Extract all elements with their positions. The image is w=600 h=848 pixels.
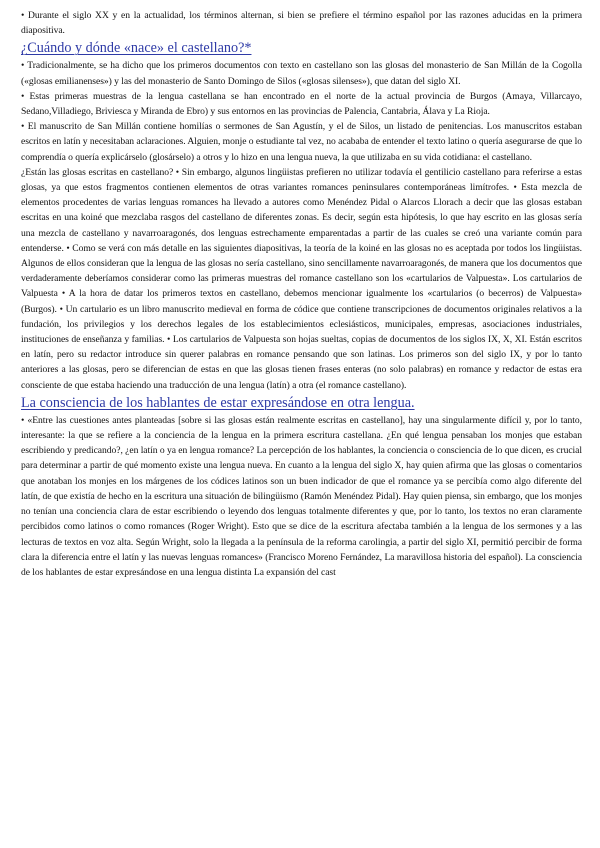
paragraph-san-millan-manuscript: • El manuscrito de San Millán contiene homilías o sermones de San Agustín, y el de Silos, un listado de penitencias. Los manuscritos estaban escritos en latín y necesitaban aclaraciones. Alguien, monje o estudiante tal vez, no acababa de entender el texto latino o quería asegurarse de que lo comprendía o quería explicárselo (glosárselo) a otros y lo hizo en una lengua nueva, la que utilizaba en su vida cotidiana: el castellano. — [21, 121, 582, 163]
paragraph-quote-moreno: • «Entre las cuestiones antes planteadas [sobre si las glosas están realmente escritas en castellano], hay una singularmente difícil y, por lo tanto, interesante: la que se refiere a la conciencia de la lengua en la primera escritura castellana. ¿En qué lengua pensaban los monjes que estaban escribiendo y predicando?, ¿en latín o ya en lengua romance? La percepción de los hablantes, la conciencia o consciencia de lo que dicen, es crucial para determinar a partir de qué momento existe una lengua nueva. En cuanto a la lengua del siglo X, hay quien afirma que las glosas o comentarios que anotaban los monjes en los márgenes de los códices latinos son un buen indicador de que el romance ya se percibía como algo diferente del latín, de que existía de hecho en la escritura una situación de bilingüismo (Ramón Menéndez Pidal). Hay quien piensa, sin embargo, que los monjes no tenían una conciencia clara de estar escribiendo o leyendo dos lenguas totalmente diferentes y que, por lo tanto, los textos no eran claramente percibidos como latinos o como romances (Roger Wright). Esto que se dice de la escritura afectaba también a la lengua de los sermones y a las lecturas de textos en voz alta. Según Wright, solo la llegada a la península de la reforma carolingia, a partir del siglo XI, permitió percibir de forma clara la diferencia entre el latín y las nuevas lenguas romances» (Francisco Moreno Fernández, La maravillosa historia del español). La consciencia de los hablantes de estar expresándose en una lengua distinta La expansión del cast — [21, 414, 582, 578]
heading-when-where: ¿Cuándo y dónde «nace» el castellano?* — [21, 40, 252, 57]
paragraph-glosas-traditional: • Tradicionalmente, se ha dicho que los primeros documentos con texto en castellano son las glosas del monasterio de San Millán de la Cogolla («glosas emilianenses») y las del monasterio de Santo Domingo de Silos («glosas silenses»), que datan del siglo XI. — [21, 60, 582, 87]
paragraph-glosas-castellano: ¿Están las glosas escritas en castellano? • Sin embargo, algunos lingüistas prefieren no utilizar todavía el gentilicio castellano para referirse a estas glosas, ya que estos fragmentos contienen elementos de otras variantes romances peninsulares contemporáneas limítrofes. • Esta mezcla de elementos procedentes de varias lenguas romances ha llevado a autores como Menéndez Pidal o Alarcos Llorach a decir que las glosas estaban escritas en una koiné que mezclaba rasgos del castellano de diferentes zonas. Es decir, según esta hipótesis, lo que hay escrito en las glosas sería una mezcla de castellano y navarroaragonés, dos lenguas estrechamente emparentadas a partir de las cuales se creó una variante común para entenderse. • Como se verá con más detalle en las siguientes diapositivas, la teoría de la koiné en las glosas no es aceptada por todos los lingüistas. Algunos de ellos consideran que la lengua de las glosas no sería castellano, sino sencillamente navarroaragonés, de manera que los documentos que verdaderamente deberíamos considerar como las primeras muestras del romance castellano son los «cartularios de Valpuesta». Los cartularios de Valpuesta • A la hora de datar los primeros textos en castellano, debemos mencionar igualmente los «cartularios (o becerros) de Valpuesta» (Burgos). • Un cartulario es un libro manuscrito medieval en forma de códice que contiene transcripciones de documentos originales relativos a la fundación, los privilegios y los derechos legales de los establecimientos eclesiásticos, municipales, empresas, asociaciones industriales, instituciones de enseñanza y familias. • Los cartularios de Valpuesta son hojas sueltas, copias de documentos de los siglos IX, X, XI. Están escritos en latín, pero su redactor introduce sin querer palabras en romance pensando que son latinas. Los primeros son del siglo IX, y por lo tanto anteriores a las glosas, pero se diferencian de estas en que las glosas tienen frases enteras (no solo palabras) en romance y redactor de estas era consciente de que estaba haciendo una traducción de una lengua (latín) a otra (el romance castellano). — [21, 166, 582, 391]
paragraph-terms: • Durante el siglo XX y en la actualidad, los términos alternan, si bien se prefiere el término español por las razones aducidas en la primera diapositiva. — [21, 10, 582, 37]
paragraph-burgos-samples: • Estas primeras muestras de la lengua castellana se han encontrado en el norte de la actual provincia de Burgos (Amaya, Villarcayo, Sedano,Villadiego, Briviesca y Miranda de Ebro) y sus entornos en las provincias de Palencia, Cantabria, Álava y La Rioja. — [21, 90, 582, 118]
heading-consciousness: La consciencia de los hablantes de estar expresándose en otra lengua. — [21, 394, 415, 411]
